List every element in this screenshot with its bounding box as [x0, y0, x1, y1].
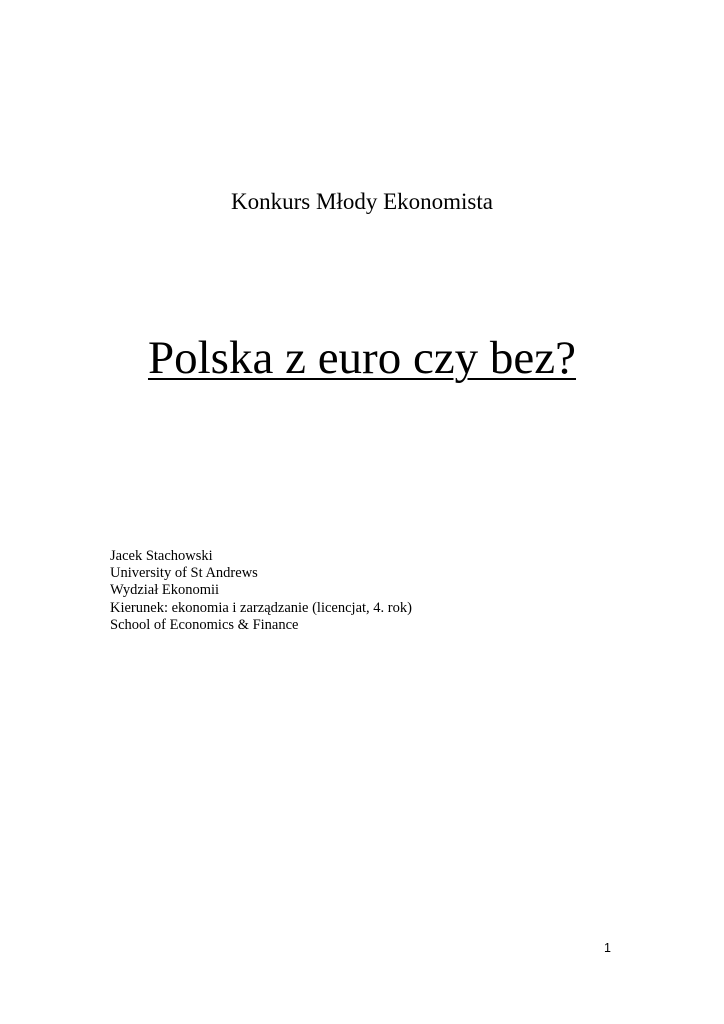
author-university: University of St Andrews [110, 565, 258, 582]
main-title-text: Polska z euro czy bez? [147, 332, 577, 384]
main-title [0, 327, 724, 389]
author-faculty: Wydział Ekonomii [110, 582, 220, 599]
author-school: School of Economics & Finance [110, 616, 299, 633]
author-info-block [110, 548, 412, 634]
author-field-of-study: Kierunek: ekonomia i zarządzanie (licencjat, 4. rok) [110, 599, 412, 616]
page-number: 1 [604, 941, 611, 955]
contest-title: Konkurs Młody Ekonomista [231, 189, 493, 214]
author-name: Jacek Stachowski [110, 548, 213, 564]
